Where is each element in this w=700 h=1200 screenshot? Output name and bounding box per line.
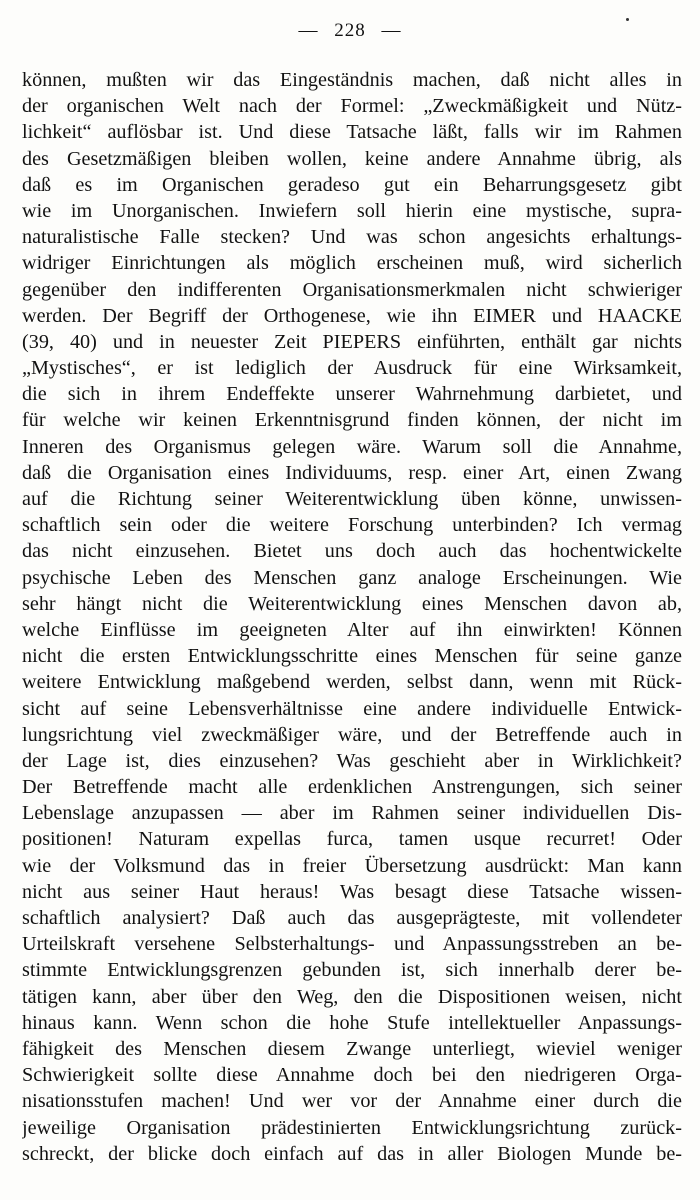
text-line: schaftlich analysiert? Daß auch das ausgeprägteste, mit vollendeter xyxy=(22,907,682,929)
text-line: Schwierigkeit sollte diese Annahme doch bei den niedrigeren Orga- xyxy=(22,1064,682,1087)
text-line: wie der Volksmund das in freier Übersetzung ausdrückt: Man kann xyxy=(22,854,682,877)
header-dash-right: — xyxy=(381,20,402,41)
text-line: auf die Richtung seiner Weiterentwicklung üben könne, unwissen- xyxy=(22,488,682,510)
page-number: 228 xyxy=(334,20,366,41)
text-line: nicht aus seiner Haut heraus! Was besagt diese Tatsache wissen- xyxy=(22,880,682,903)
text-line: für welche wir keinen Erkenntnisgrund finden können, der nicht im xyxy=(22,409,682,432)
text-line: gegenüber den indifferenten Organisationsmerkmalen nicht schwieriger xyxy=(22,278,682,301)
text-line: „Mystisches“, er ist lediglich der Ausdruck für eine Wirksamkeit, xyxy=(22,357,682,380)
text-line: werden. Der Begriff der Orthogenese, wie ihn EIMER und HAACKE xyxy=(22,304,682,327)
text-line: sicht auf seine Lebensverhältnisse eine andere individuelle Entwick- xyxy=(22,697,682,720)
text-line: weitere Entwicklung maßgebend werden, selbst dann, wenn mit Rück- xyxy=(22,671,682,694)
text-line: fähigkeit des Menschen diesem Zwange unterliegt, wieviel weniger xyxy=(22,1037,682,1060)
text-line: des Gesetzmäßigen bleiben wollen, keine andere Annahme übrig, als xyxy=(22,147,682,170)
text-line: welche Einflüsse im geeigneten Alter auf ihn einwirkten! Können xyxy=(22,618,682,641)
text-line: (39, 40) und in neuester Zeit PIEPERS einführten, enthält gar nichts xyxy=(22,330,682,353)
text-line: stimmte Entwicklungsgrenzen gebunden ist, sich innerhalb derer be- xyxy=(22,959,682,982)
text-line: wie im Unorganischen. Inwiefern soll hierin eine mystische, supra- xyxy=(22,199,682,222)
text-line: tätigen kann, aber über den Weg, den die Dispositionen weisen, nicht xyxy=(22,985,682,1008)
text-line: lichkeit“ auflösbar ist. Und diese Tatsache läßt, falls wir im Rahmen xyxy=(22,121,682,144)
text-line: widriger Einrichtungen als möglich erscheinen muß, wird sicherlich xyxy=(22,252,682,275)
text-line: der organischen Welt nach der Formel: „Zweckmäßigkeit und Nütz- xyxy=(22,95,682,118)
text-line: Urteilskraft versehene Selbsterhaltungs- und Anpassungsstreben an be- xyxy=(22,933,682,956)
text-line: psychische Leben des Menschen ganz analoge Erscheinungen. Wie xyxy=(22,566,682,589)
text-line: sehr hängt nicht die Weiterentwicklung eines Menschen davon ab, xyxy=(22,592,682,615)
text-line: daß es im Organischen geradeso gut ein Beharrungsgesetz gibt xyxy=(22,173,682,196)
text-line: Der Betreffende macht alle erdenklichen Anstrengungen, sich seiner xyxy=(22,776,682,799)
text-line: hinaus kann. Wenn schon die hohe Stufe intellektueller Anpassungs- xyxy=(22,1011,682,1034)
text-line: der Lage ist, dies einzusehen? Was geschieht aber in Wirklichkeit? xyxy=(22,749,682,772)
text-line: schaftlich sein oder die weitere Forschung unterbinden? Ich vermag xyxy=(22,514,682,537)
body-text xyxy=(22,67,682,1167)
text-line: daß die Organisation eines Individuums, resp. einer Art, einen Zwang xyxy=(22,461,682,484)
text-line: die sich in ihrem Endeffekte unserer Wahrnehmung darbietet, und xyxy=(22,383,682,406)
text-line: das nicht einzusehen. Bietet uns doch auch das hochentwickelte xyxy=(22,540,682,563)
text-line: jeweilige Organisation prädestinierten Entwicklungsrichtung zurück- xyxy=(22,1116,682,1139)
text-line: nicht die ersten Entwicklungsschritte eines Menschen für seine ganze xyxy=(22,645,682,668)
text-line: schreckt, der blicke doch einfach auf das in aller Biologen Munde be- xyxy=(22,1142,682,1165)
text-line: positionen! Naturam expellas furca, tamen usque recurret! Oder xyxy=(22,828,682,851)
text-line: können, mußten wir das Eingeständnis machen, daß nicht alles in xyxy=(22,69,682,91)
text-line: naturalistische Falle stecken? Und was schon angesichts erhaltungs- xyxy=(22,226,682,249)
page-header xyxy=(0,20,700,42)
text-line: nisationsstufen machen! Und wer vor der Annahme einer durch die xyxy=(22,1090,682,1113)
text-line: Inneren des Organismus gelegen wäre. Warum soll die Annahme, xyxy=(22,435,682,458)
header-dash-left: — xyxy=(298,20,319,41)
text-line: lungsrichtung viel zweckmäßiger wäre, und der Betreffende auch in xyxy=(22,723,682,746)
text-line: Lebenslage anzupassen — aber im Rahmen seiner individuellen Dis- xyxy=(22,802,682,825)
